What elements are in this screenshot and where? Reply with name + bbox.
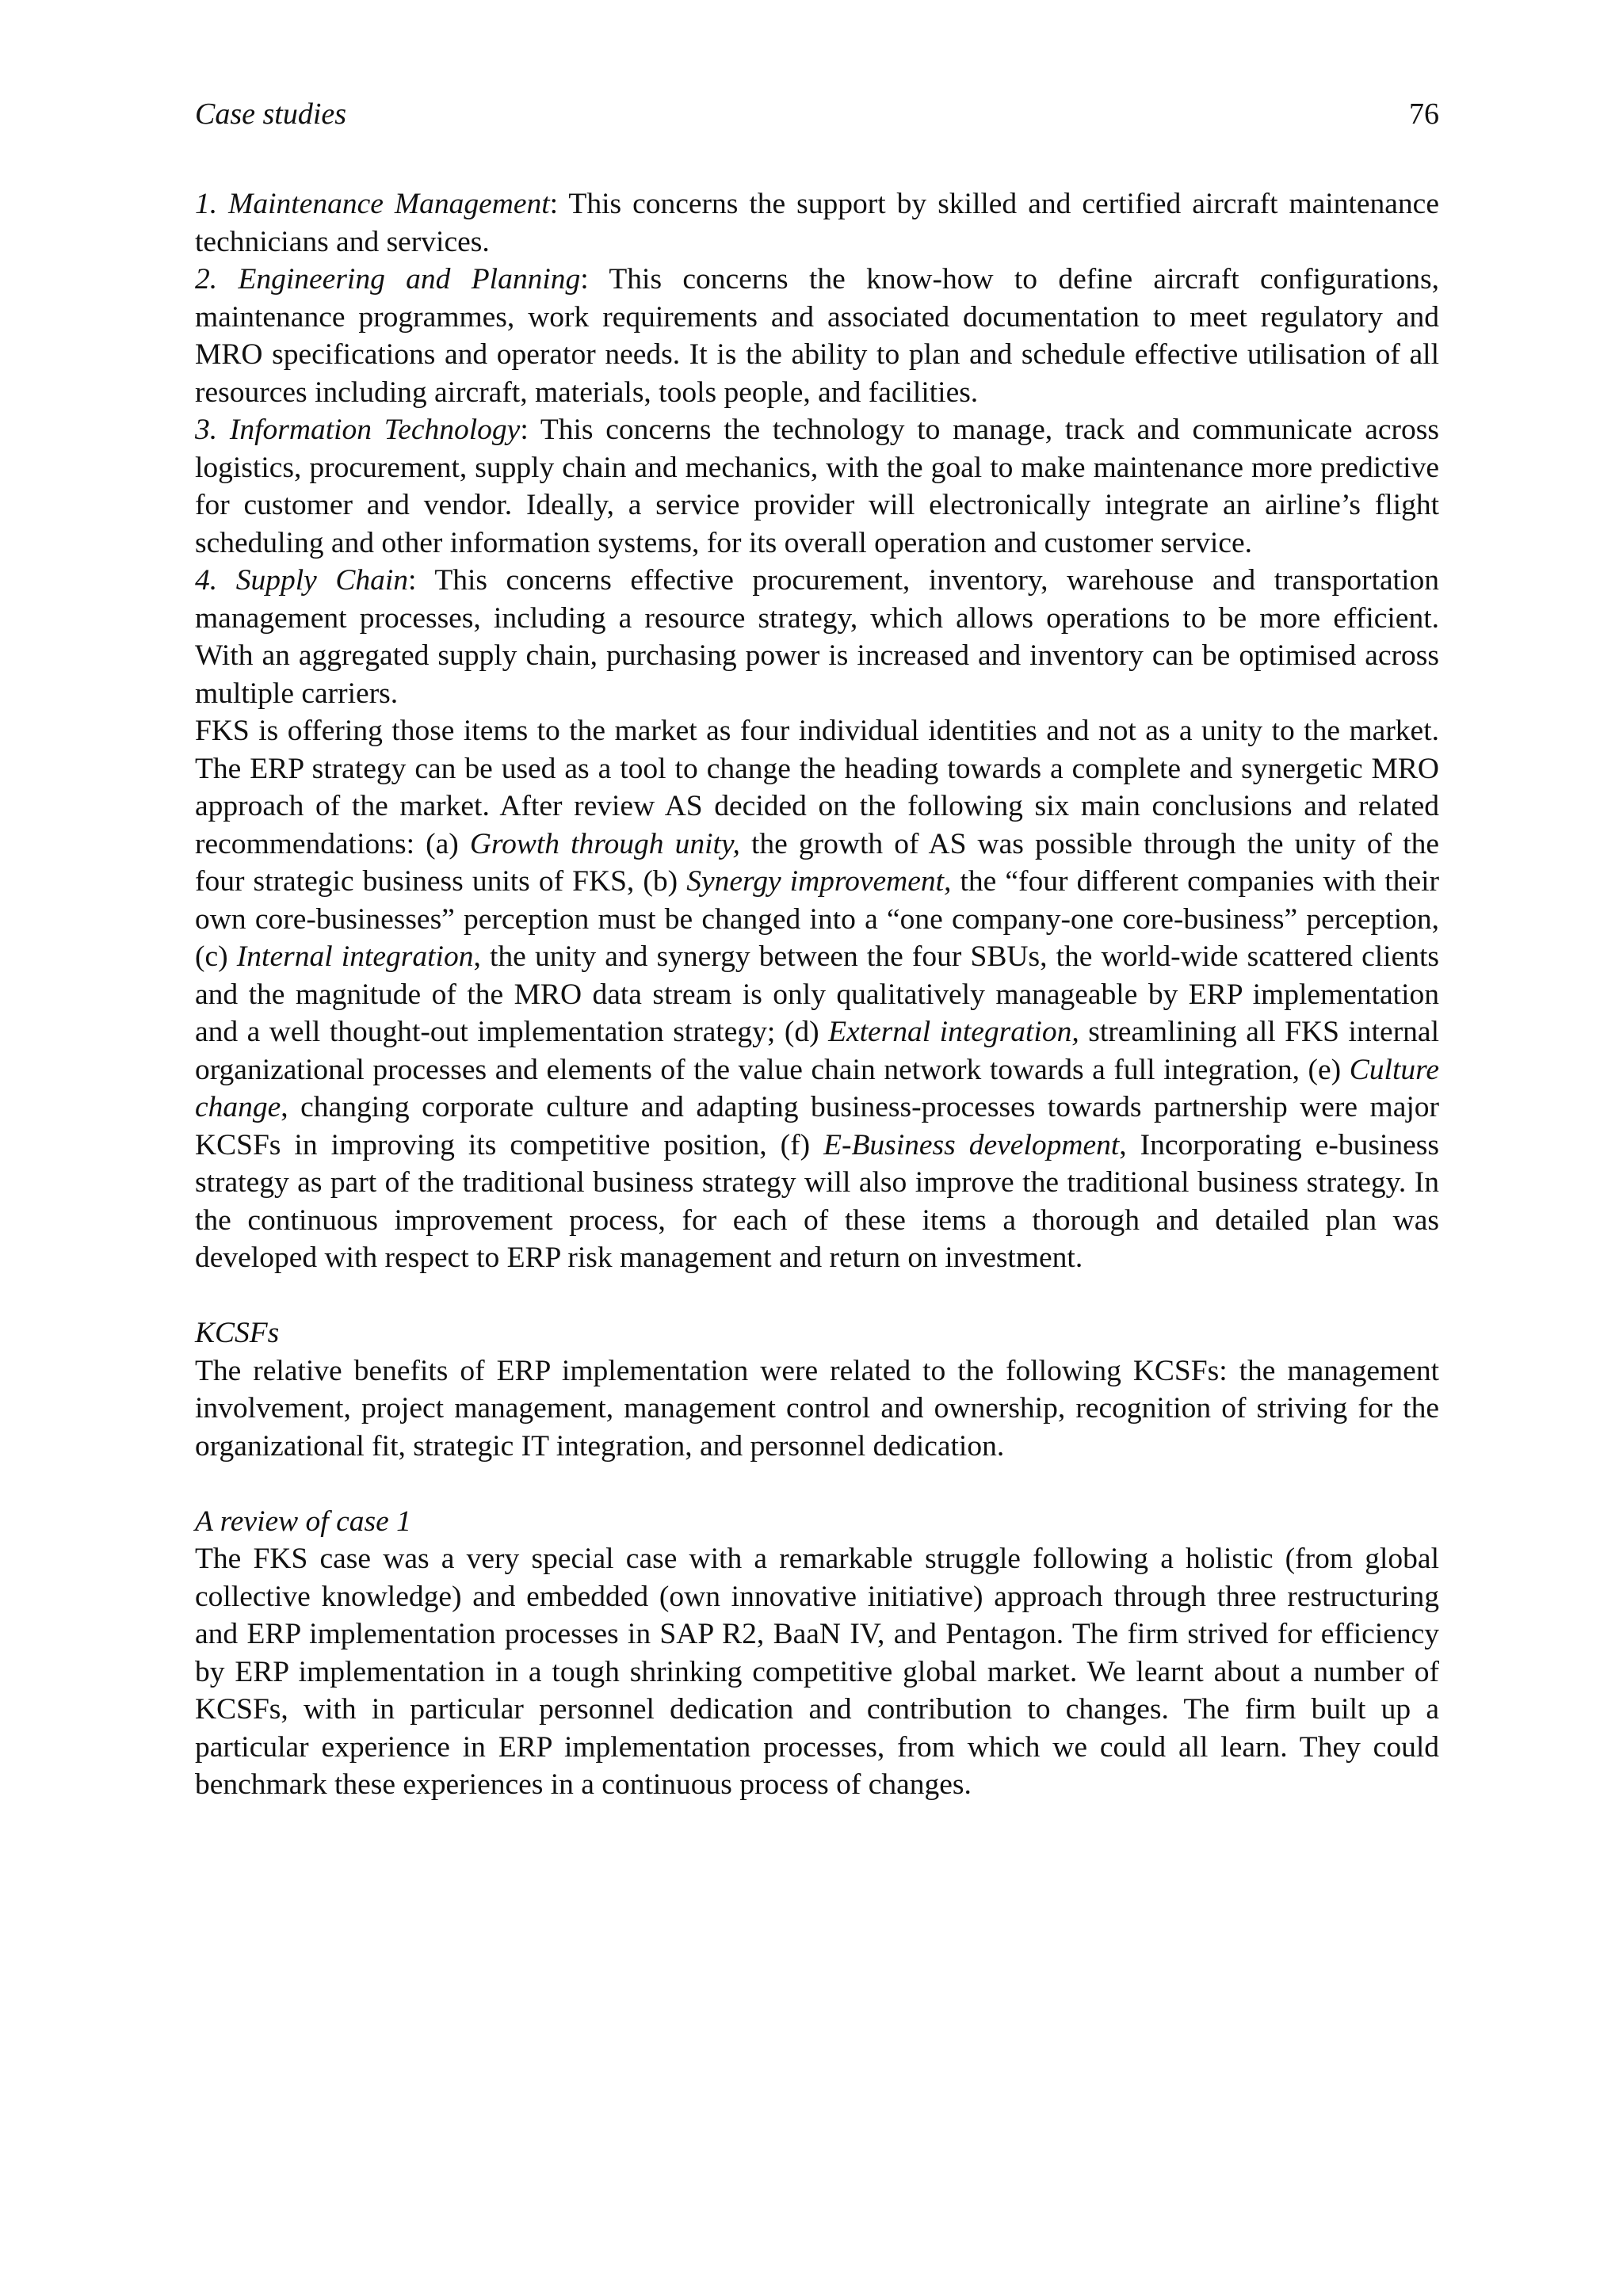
term-e-business-development: E-Business development <box>823 1128 1120 1161</box>
item-text: : This concerns the support by skilled and certified aircraft maintenance technicians and services. <box>195 188 1439 258</box>
conclusions-intro: FKS is offering those items to the market as four individual identities and not as a unity to the market. The ERP strategy can be used as a tool to change the heading towards a complete and synergetic MRO approach of the market. After review AS decided on the following six main conclusions and related recommendations: (a) <box>195 715 1439 860</box>
conclusion-f-text: , Incorporating e-business strategy as part of the traditional business strategy will also improve the traditional business strategy. In the continuous improvement process, for each of these items a thorough and detailed plan was developed with respect to ERP risk management and return on investment. <box>195 1128 1439 1274</box>
kcsfs-paragraph: The relative benefits of ERP implementation were related to the following KCSFs: the management involvement, project management, management control and ownership, recognition of striving for the organizational fit, strategic IT integration, and personnel dedication. <box>195 1354 1439 1463</box>
item-label: 4. Supply Chain <box>195 564 409 597</box>
list-item-supply-chain <box>195 562 1439 712</box>
item-label: 2. Engineering and Planning <box>195 263 581 296</box>
item-text: : This concerns the know-how to define aircraft configurations, maintenance programmes, work requirements and associated documentation to meet regulatory and MRO specifications and operator needs. It is the ability to plan and schedule effective utilisation of all resources including aircraft, materials, tools people, and facilities. <box>195 263 1439 409</box>
running-head-title: Case studies <box>195 97 347 131</box>
item-label: 1. Maintenance Management <box>195 188 550 220</box>
term-external-integration: External integration, <box>828 1016 1079 1048</box>
conclusion-d-text: streamlining all FKS internal organizational processes and elements of the value chain network towards a full integration, (e) <box>195 1016 1439 1086</box>
list-item-maintenance-management <box>195 185 1439 261</box>
list-item-engineering-and-planning <box>195 261 1439 411</box>
running-header <box>195 93 1439 135</box>
conclusion-c-text: , the unity and synergy between the four SBUs, the world-wide scattered clients and the magnitude of the MRO data stream is only qualitatively manageable by ERP implementation and a well thought-out implementation strategy; (d) <box>195 940 1439 1048</box>
term-culture-change: Culture change <box>195 1053 1439 1123</box>
conclusion-b-text: the “four different companies with their own core-businesses” perception must be changed into a “one company-one core-business” perception, (c) <box>195 865 1439 973</box>
review-heading: A review of case 1 <box>195 1505 411 1538</box>
list-item-information-technology <box>195 411 1439 562</box>
item-text: : This concerns effective procurement, inventory, warehouse and transportation management processes, including a resource strategy, which allows operations to be more efficient. With an aggregated supply chain, purchasing power is increased and inventory can be optimised across multiple carriers. <box>195 564 1439 710</box>
term-synergy-improvement: Synergy improvement, <box>686 865 952 898</box>
page <box>195 93 1439 1804</box>
review-paragraph: The FKS case was a very special case with a remarkable struggle following a holistic (from global collective knowledge) and embedded (own innovative initiative) approach through three restructuring and ERP implementation processes in SAP R2, BaaN IV, and Pentagon. The firm strived for efficiency by ERP implementation in a tough shrinking competitive global market. We learnt about a number of KCSFs, with in particular personnel dedication and contribution to changes. The firm built up a particular experience in ERP implementation processes, from which we could all learn. They could benchmark these experiences in a continuous process of changes. <box>195 1543 1439 1801</box>
item-text: : This concerns the technology to manage, track and communicate across logistics, procurement, supply chain and mechanics, with the goal to make maintenance more predictive for customer and vendor. Ideally, a service provider will electronically integrate an airline’s flight scheduling and other information systems, for its overall operation and customer service. <box>195 414 1439 559</box>
paragraph-gap <box>195 1465 1439 1503</box>
paragraph-gap <box>195 1277 1439 1315</box>
item-label: 3. Information Technology <box>195 414 521 446</box>
term-internal-integration: Internal integration <box>236 940 474 973</box>
conclusion-a-text: the growth of AS was possible through the unity of the four strategic business units of FKS, (b) <box>195 827 1439 898</box>
body-text <box>195 185 1439 1804</box>
conclusion-e-text: , changing corporate culture and adapting business-processes towards partnership were major KCSFs in improving its competitive position, (f) <box>195 1091 1439 1161</box>
page-number: 76 <box>1409 97 1439 131</box>
conclusions-paragraph <box>195 712 1439 1277</box>
kcsfs-heading: KCSFs <box>195 1317 280 1349</box>
term-growth-through-unity: Growth through unity, <box>469 827 740 860</box>
